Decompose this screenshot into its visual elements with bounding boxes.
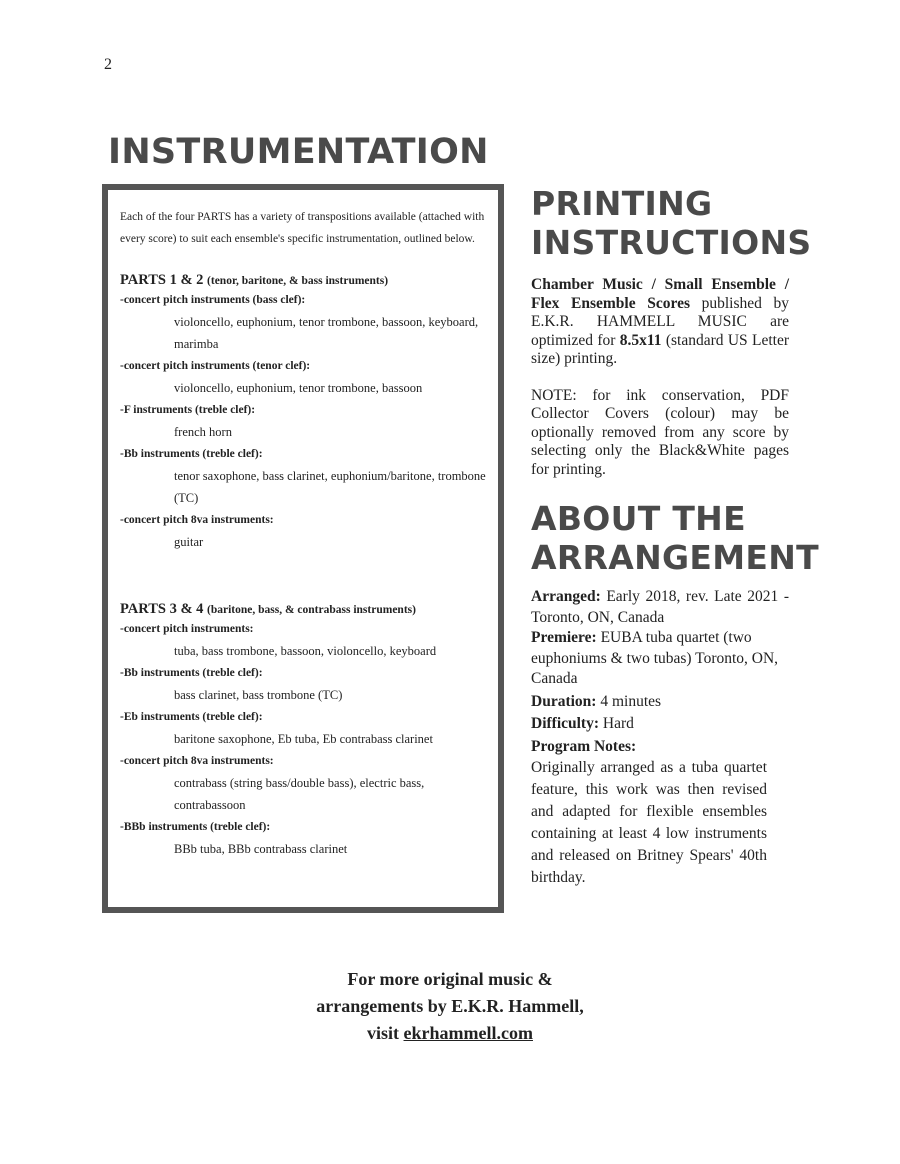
group-items: violoncello, euphonium, tenor trombone, bassoon [174,381,423,395]
group-category: -concert pitch 8va instruments: [120,514,274,526]
group-items: bass clarinet, bass trombone (TC) [174,688,343,702]
right-column [531,184,819,889]
instrumentation-box [102,184,504,913]
group-category: -concert pitch instruments (bass clef): [120,294,306,306]
group-category: -Bb instruments (treble clef): [120,448,263,460]
group-items: french horn [174,425,232,439]
parts-1-2-groups [120,289,488,553]
difficulty-line: Difficulty: Hard [531,715,634,732]
group-category: -concert pitch instruments (tenor clef): [120,360,311,372]
website-link[interactable]: ekrhammell.com [403,1023,533,1043]
page-number: 2 [104,56,112,73]
footer-line-3: visit ekrhammell.com [367,1023,533,1043]
printing-paragraph-1: Chamber Music / Small Ensemble / Flex Ensemble Scores published by E.K.R. HAMMELL MUSIC are optimized for 8.5x11 (standard US Letter size) printing. [531,276,789,367]
group-category: -Bb instruments (treble clef): [120,667,263,679]
program-notes-label: Program Notes: [531,737,637,755]
instrumentation-intro: Each of the four PARTS has a variety of transpositions available (attached with every score) to suit each ensemble's specific instrumentation, outlined below. [120,211,485,245]
group-items: guitar [174,535,204,549]
parts-3-4-heading: PARTS 3 & 4 (baritone, bass, & contrabass instruments) [120,601,416,617]
footer [250,966,650,1047]
group-items: baritone saxophone, Eb tuba, Eb contrabass clarinet [174,732,433,746]
arranged-line: Arranged: Early 2018, rev. Late 2021 - Toronto, ON, Canada [531,588,789,626]
group-category: -concert pitch 8va instruments: [120,755,274,767]
program-notes-text: Originally arranged as a tuba quartet feature, this work was then revised and adapted for flexible ensembles containing at least 4 low instruments and released on Britney Spears' 40th birthday. [531,759,767,886]
about-title: ABOUT THE ARRANGEMENT [531,499,819,577]
group-items: contrabass (string bass/double bass), electric bass, contrabassoon [174,776,425,812]
parts-1-2-heading: PARTS 1 & 2 (tenor, baritone, & bass instruments) [120,272,389,288]
printing-paragraph-2: NOTE: for ink conservation, PDF Collector Covers (colour) may be optionally removed from any score by selecting only the Black&White pages for printing. [531,386,789,478]
duration-line: Duration: 4 minutes [531,692,662,710]
parts-3-4-groups [120,618,488,860]
group-items: tuba, bass trombone, bassoon, violoncello, keyboard [174,644,437,658]
group-items: tenor saxophone, bass clarinet, euphonium/baritone, trombone (TC) [174,469,486,505]
group-category: -Eb instruments (treble clef): [120,711,263,723]
footer-line-2: arrangements by E.K.R. Hammell, [316,996,584,1016]
group-category: -BBb instruments (treble clef): [120,821,271,833]
instrumentation-title: INSTRUMENTATION [108,132,489,172]
premiere-line: Premiere: EUBA tuba quartet (two euphoniums & two tubas) Toronto, ON, Canada [531,629,779,687]
group-category: -F instruments (treble clef): [120,404,256,416]
group-items: violoncello, euphonium, tenor trombone, bassoon, keyboard, marimba [174,315,479,351]
footer-line-1: For more original music & [347,969,553,989]
group-items: BBb tuba, BBb contrabass clarinet [174,842,348,856]
group-category: -concert pitch instruments: [120,623,254,635]
printing-title: PRINTING INSTRUCTIONS [531,184,812,262]
